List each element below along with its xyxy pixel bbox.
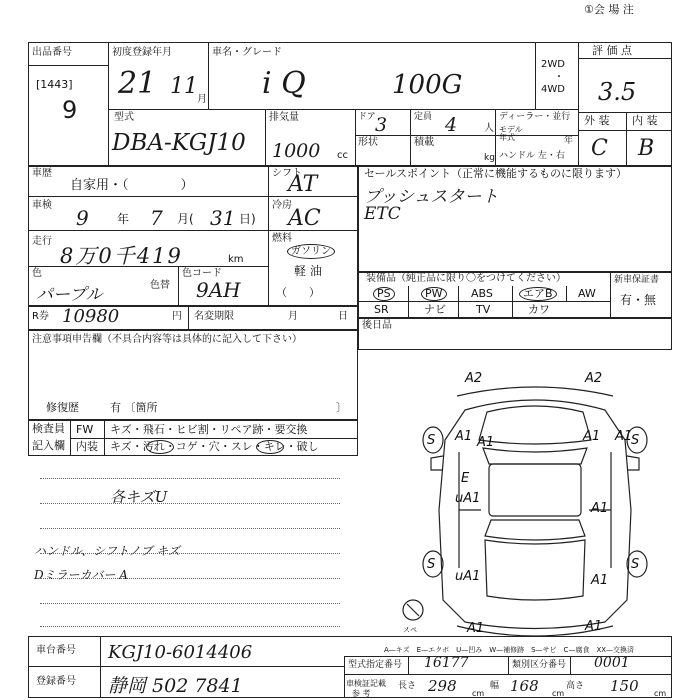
equip-ps: PS	[373, 287, 395, 301]
mileage-value: 8万0千419	[60, 244, 183, 268]
mark-a1-bottom-right: A1	[585, 619, 603, 634]
recycle-value: 10980	[62, 306, 120, 327]
cert-label: 車検証記載	[346, 679, 386, 688]
first-reg-year: 21	[118, 66, 157, 101]
inspector-int-items: キズ・汚れ・コゲ・穴・スレ・キレ・破し	[110, 440, 319, 453]
fuel-other: （ ）	[276, 286, 320, 299]
doors-value: 3	[375, 114, 388, 136]
length-label: 長さ	[398, 681, 417, 691]
length-unit: cm	[472, 689, 485, 698]
evaluation-label: 評 価 点	[592, 44, 632, 57]
note-line-3: Dミラーカバー A	[34, 568, 128, 582]
name-change-month: 月	[288, 311, 298, 322]
equip-sr: SR	[374, 303, 389, 316]
name-change-day: 日	[338, 311, 348, 322]
mileage-label: 走行	[32, 236, 52, 247]
mark-e: E	[461, 471, 470, 486]
load-unit: kg	[484, 153, 495, 163]
mark-s-rr: S	[631, 557, 640, 572]
inspector-col2: 記入欄	[32, 439, 65, 452]
note-line-2: ハンドル、シフトノブ キズ	[34, 544, 180, 558]
inspection-year-unit: 年	[117, 212, 130, 226]
retro-label: 後日品	[362, 320, 392, 331]
mark-a2-right: A2	[585, 371, 603, 386]
plate-label: 登録番号	[36, 676, 76, 687]
model-year-bottom: 年式	[499, 133, 515, 142]
mark-a2-left: A2	[465, 371, 483, 386]
displacement-value: 1000	[272, 140, 321, 162]
grade-value: 100G	[392, 70, 463, 100]
doors-label: ドア	[358, 112, 376, 122]
mark-a1-front-left: A1	[477, 435, 495, 450]
note-line-1: 各キズU	[110, 488, 168, 506]
ac-label: 冷房	[272, 200, 292, 211]
color-change-label: 色替	[150, 280, 170, 291]
height-value: 150	[610, 677, 639, 695]
mark-a1-bottom-left: A1	[467, 621, 485, 636]
inspection-month: 7	[150, 206, 163, 230]
load-label: 積載	[414, 137, 434, 148]
capacity-value: 4	[445, 114, 458, 136]
lot-value: 9	[62, 96, 78, 124]
color-label: 色	[32, 268, 42, 279]
equipment-label: 装備品（純正品に限り〇をつけてください）	[366, 273, 566, 284]
chassis-value: KGJ10-6014406	[108, 642, 253, 663]
history-label: 車歴	[32, 168, 52, 179]
warranty-value: 有・無	[620, 293, 657, 307]
spare-stamp: スペ	[403, 626, 417, 634]
shift-label: シフト	[272, 168, 302, 179]
mark-a1-fl: A1	[455, 429, 473, 444]
equip-airbag: エアB	[519, 287, 557, 301]
inspection-month-unit: 月(	[177, 212, 194, 226]
car-name-label: 車名・グレード	[212, 47, 282, 58]
capacity-unit: 人	[484, 123, 494, 134]
inspection-year: 9	[76, 206, 89, 230]
lot-number: [1443]	[36, 78, 73, 91]
year-unit: 年	[564, 136, 574, 146]
reference-label: 参 考	[352, 689, 371, 698]
inspection-day: 31	[210, 206, 236, 230]
mark-a1-front-right: A1	[615, 429, 633, 444]
category-value: 0001	[594, 655, 630, 671]
mark-a1-fr: A1	[583, 429, 601, 444]
notes-label: 注意事項申告欄（不具合内容等は具体的に記入して下さい）	[32, 334, 302, 345]
color-code-value: 9AH	[196, 278, 241, 302]
dealer-label: ディーラー・並行	[499, 112, 571, 122]
inspection-label: 車検	[32, 200, 52, 211]
int-value: B	[638, 136, 655, 161]
sales-points-label: セールスポイント（正常に機能するものに限ります）	[364, 167, 628, 180]
plate-value: 静岡 502 7841	[108, 675, 243, 697]
height-label: 高さ	[566, 681, 585, 691]
mark-ua1-rear: uA1	[455, 569, 481, 584]
model-year-top: モデル	[499, 125, 523, 134]
inspector-col1: 検査員	[32, 422, 65, 435]
warranty-label: 新車保証書	[614, 275, 660, 285]
repair-value: 有 〔箇所	[110, 401, 158, 414]
fuel-label: 燃料	[272, 233, 292, 244]
recycle-label: R券	[32, 311, 49, 322]
damage-legend: A—キズ E—エクボ U—凹み W—補修跡 S—サビ C—腐食 XX—交換済	[384, 646, 635, 654]
retro-section	[358, 318, 672, 350]
equip-tv: TV	[476, 303, 491, 316]
lot-label: 出品番号	[32, 47, 72, 58]
evaluation-value: 3.5	[598, 78, 637, 106]
equip-abs: ABS	[471, 287, 493, 300]
length-value: 298	[428, 677, 457, 695]
first-reg-month-unit: 月	[197, 94, 207, 105]
int-label: 内 装	[632, 114, 658, 127]
first-reg-month: 11	[170, 74, 198, 99]
mark-s-fl: S	[427, 433, 436, 448]
model-label: 型式	[114, 112, 134, 123]
mark-a1-rear-right: A1	[591, 573, 609, 588]
equip-navi: ナビ	[424, 303, 446, 316]
repair-close: 〕	[336, 401, 347, 414]
fuel-gasoline: ガソリン	[287, 244, 335, 259]
ext-value: C	[591, 136, 608, 161]
shift-value: AT	[288, 172, 318, 197]
circled-int-2	[256, 440, 284, 454]
type-designation-label: 型式指定番号	[348, 660, 403, 670]
shape-label: 形状	[358, 137, 378, 148]
ext-label: 外 装	[584, 114, 610, 127]
displacement-unit: cc	[337, 150, 348, 161]
inspector-fw-items: キズ・飛石・ヒビ割・リペア跡・要交換	[110, 423, 308, 436]
equip-aw: AW	[578, 287, 596, 300]
handle-label: ハンドル 左・右	[499, 151, 565, 161]
width-value: 168	[510, 677, 539, 695]
mark-ua1-left: uA1	[455, 491, 481, 506]
color-value: パープル	[36, 285, 103, 305]
mileage-unit: km	[228, 254, 244, 265]
corner-note: ①会 場 注	[584, 3, 634, 16]
fuel-diesel: 軽 油	[294, 264, 322, 278]
capacity-label: 定員	[414, 112, 433, 122]
color-code-label: 色コード	[182, 268, 222, 279]
mark-s-rl: S	[427, 557, 436, 572]
car-damage-diagram	[395, 360, 675, 640]
drive-4wd: 4WD	[541, 84, 565, 95]
sales-point-2: ETC	[364, 204, 401, 224]
car-name-value: i Q	[262, 66, 306, 101]
circled-int-1	[146, 440, 174, 454]
model-value: DBA-KGJ10	[112, 130, 246, 156]
displacement-label: 排気量	[269, 112, 299, 123]
width-label: 幅	[490, 681, 500, 691]
width-unit: cm	[552, 689, 565, 698]
inspector-fw: FW	[76, 423, 94, 436]
drive-2wd: 2WD	[541, 59, 565, 70]
chassis-label: 車台番号	[36, 645, 76, 656]
repair-label: 修復歴	[46, 401, 79, 414]
equip-leather: カワ	[528, 303, 550, 316]
type-designation-value: 16177	[424, 655, 469, 671]
mark-a1-right: A1	[591, 501, 609, 516]
height-unit: cm	[654, 689, 667, 698]
category-label: 類別区分番号	[512, 660, 567, 670]
inspector-int: 内装	[76, 440, 98, 453]
sales-point-1: プッシュスタート	[364, 187, 499, 207]
name-change-label: 名変期限	[194, 311, 234, 322]
inspection-day-unit: 日)	[239, 212, 256, 226]
mark-s-fr: S	[631, 433, 640, 448]
history-value: 自家用・（ ）	[70, 178, 194, 193]
ac-value: AC	[288, 206, 321, 231]
equip-pw: PW	[421, 287, 447, 301]
recycle-unit: 円	[172, 311, 182, 322]
first-reg-label: 初度登録年月	[112, 47, 172, 58]
